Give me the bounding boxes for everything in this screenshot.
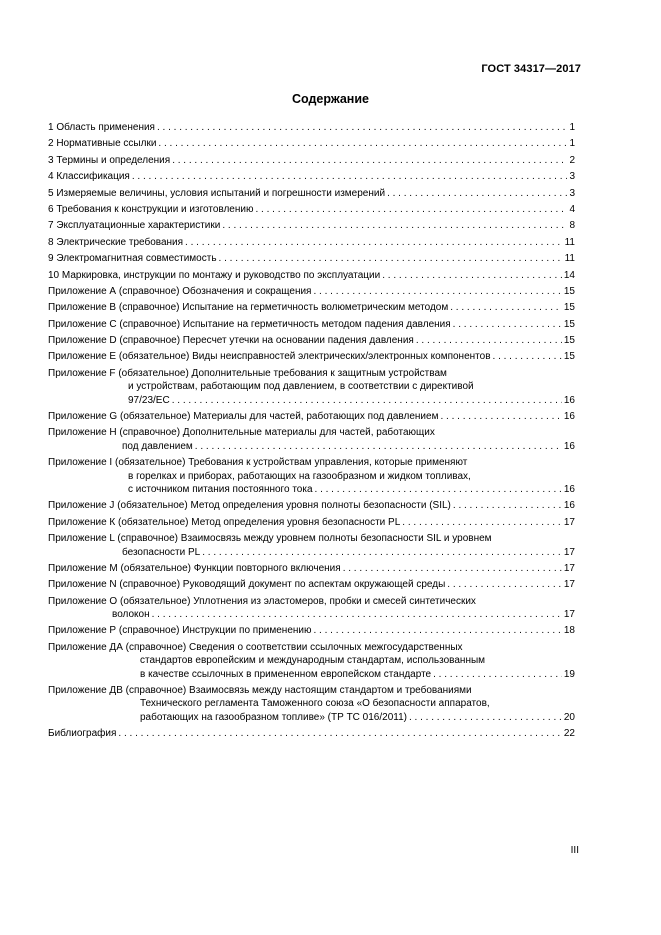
toc-entry[interactable]: [48, 269, 575, 282]
toc-entry[interactable]: [48, 532, 575, 559]
dot-leader: [453, 318, 562, 331]
toc-page-number: 19: [563, 668, 575, 680]
dot-leader: [185, 236, 563, 249]
toc-entry-line: [48, 236, 575, 249]
toc-entry[interactable]: [48, 456, 575, 496]
toc-entry[interactable]: [48, 350, 575, 363]
toc-entry-line: [48, 546, 575, 559]
toc-page-number: 1: [569, 121, 575, 133]
toc-entry-title: Технического регламента Таможенного союза «О безопасности аппаратов,: [140, 698, 490, 710]
toc-entry-line: [48, 595, 575, 608]
toc-entry-line: [48, 578, 575, 591]
toc-entry-line: [48, 410, 575, 423]
toc-entry-title: 97/23/ЕС: [128, 394, 170, 406]
toc-entry-line: [48, 187, 575, 200]
toc-entry-title: Приложение G (обязательное) Материалы для частей, работающих под давлением: [48, 411, 439, 423]
toc-entry[interactable]: [48, 203, 575, 216]
dot-leader: [382, 269, 562, 282]
dot-leader: [450, 301, 562, 314]
toc-entry-line: [48, 499, 575, 512]
toc-entry[interactable]: [48, 641, 575, 681]
toc-entry-title: стандартов европейским и международным стандартам, использованным: [140, 655, 486, 667]
toc-page-number: 14: [563, 269, 575, 281]
dot-leader: [118, 727, 561, 740]
toc-entry-line: [48, 711, 575, 724]
dot-leader: [132, 170, 568, 183]
toc-page-number: 16: [563, 440, 575, 452]
toc-entry-title: с источником питания постоянного тока: [128, 483, 313, 495]
toc-entry[interactable]: [48, 137, 575, 150]
toc-page-number: 16: [563, 411, 575, 423]
toc-page-number: 22: [563, 728, 575, 740]
toc-page-number: 3: [569, 187, 575, 199]
toc-entry-title: Приложение ДВ (справочное) Взаимосвязь между настоящим стандартом и требованиями: [48, 685, 472, 697]
toc-entry-line: [48, 625, 575, 638]
toc-page-number: 15: [563, 335, 575, 347]
toc-entry-line: [48, 608, 575, 621]
toc-entry[interactable]: [48, 578, 575, 591]
toc-entry-title: Приложение Н (справочное) Дополнительные материалы для частей, работающих: [48, 427, 435, 439]
toc-page-number: 16: [563, 483, 575, 495]
toc-entry-title: Приложение О (обязательное) Уплотнения из эластомеров, пробки и смесей синтетических: [48, 595, 476, 607]
toc-entry-title: под давлением: [122, 440, 193, 452]
toc-entry[interactable]: [48, 154, 575, 167]
toc-entry-title: Приложение С (справочное) Испытание на герметичность методом падения давления: [48, 318, 451, 330]
toc-entry-line: [48, 727, 575, 740]
toc-entry[interactable]: [48, 285, 575, 298]
dot-leader: [409, 711, 562, 724]
toc-entry-line: [48, 334, 575, 347]
toc-entry-title: Библиография: [48, 728, 117, 740]
toc-entry-title: Приложение L (справочное) Взаимосвязь между уровнем полноты безопасности SIL и уровнем: [48, 533, 492, 545]
dot-leader: [314, 624, 562, 637]
toc-page-number: 8: [569, 220, 575, 232]
toc-entry-title: работающих на газообразном топливе» (ТР ТС 016/2011): [140, 711, 407, 723]
toc-page-number: 16: [563, 394, 575, 406]
toc-entry[interactable]: [48, 727, 575, 740]
toc-entry-line: [48, 654, 575, 667]
toc-page-number: 4: [569, 203, 575, 215]
dot-leader: [313, 285, 561, 298]
dot-leader: [433, 668, 562, 681]
toc-entry-line: [48, 684, 575, 697]
toc-entry-title: Приложение В (справочное) Испытание на герметичность волюметрическим методом: [48, 302, 449, 314]
toc-entry-title: волокон: [112, 609, 150, 621]
toc-page-number: 16: [563, 500, 575, 512]
toc-entry-title: Приложение К (обязательное) Метод определения уровня безопасности PL: [48, 516, 401, 528]
toc-entry[interactable]: [48, 318, 575, 331]
dot-leader: [158, 137, 567, 150]
toc-entry-title: Приложение N (справочное) Руководящий документ по аспектам окружающей среды: [48, 579, 446, 591]
dot-leader: [255, 203, 567, 216]
toc-entry-title: 5 Измеряемые величины, условия испытаний и погрешности измерений: [48, 187, 386, 199]
dot-leader: [440, 410, 561, 423]
toc-entry[interactable]: [48, 410, 575, 423]
toc-entry-line: [48, 252, 575, 265]
dot-leader: [195, 440, 562, 453]
toc-entry-line: [48, 426, 575, 439]
toc-entry-title: Приложение J (обязательное) Метод определения уровня полноты безопасности (SIL): [48, 500, 451, 512]
toc-entry-line: [48, 350, 575, 363]
toc-page-number: 18: [563, 625, 575, 637]
toc-entry-line: [48, 483, 575, 496]
toc-page-number: 1: [569, 138, 575, 150]
toc-page-number: 17: [563, 546, 575, 558]
dot-leader: [172, 394, 562, 407]
dot-leader: [343, 562, 562, 575]
toc-entry-line: [48, 137, 575, 150]
toc-entry[interactable]: [48, 170, 575, 183]
toc-entry-line: [48, 532, 575, 545]
dot-leader: [222, 219, 567, 232]
toc-page-number: 17: [563, 562, 575, 574]
toc-entry-line: [48, 318, 575, 331]
dot-leader: [493, 350, 562, 363]
toc-entry[interactable]: [48, 187, 575, 200]
toc-entry-line: [48, 203, 575, 216]
toc-entry[interactable]: [48, 219, 575, 232]
toc-entry-line: [48, 456, 575, 469]
dot-leader: [416, 334, 562, 347]
dot-leader: [447, 578, 562, 591]
toc-entry-line: [48, 562, 575, 575]
toc-page-number: 17: [563, 579, 575, 591]
toc-entry[interactable]: [48, 684, 575, 724]
toc-entry[interactable]: [48, 236, 575, 249]
toc-entry-title: 2 Нормативные ссылки: [48, 138, 157, 150]
toc-entry[interactable]: [48, 252, 575, 265]
toc-entry-title: 10 Маркировка, инструкции по монтажу и руководство по эксплуатации: [48, 269, 381, 281]
toc-page-number: 3: [569, 171, 575, 183]
toc-entry-title: в горелках и приборах, работающих на газообразном и жидком топливах,: [128, 470, 471, 482]
toc-entry-title: Приложение ДА (справочное) Сведения о соответствии ссылочных межгосударственных: [48, 641, 463, 653]
toc-entry-title: 4 Классификация: [48, 171, 130, 183]
toc-page-number: 15: [563, 318, 575, 330]
toc-entry-line: [48, 668, 575, 681]
toc-page-number: 11: [564, 253, 575, 265]
toc-entry-title: Приложение I (обязательное) Требования к устройствам управления, которые применяют: [48, 457, 468, 469]
toc-page-number: 15: [563, 302, 575, 314]
toc-entry-title: Приложение F (обязательное) Дополнительные требования к защитным устройствам: [48, 367, 447, 379]
toc-entry-title: и устройствам, работающим под давлением, в соответствии с директивой: [128, 381, 474, 393]
toc-entry-line: [48, 219, 575, 232]
toc-entry-line: [48, 380, 575, 393]
toc-page-number: 15: [563, 351, 575, 363]
page-number: III: [570, 845, 579, 856]
dot-leader: [202, 546, 562, 559]
toc-entry-title: 9 Электромагнитная совместимость: [48, 253, 217, 265]
page-title: Содержание: [291, 92, 369, 106]
toc-entry-title: Приложение М (обязательное) Функции повторного включения: [48, 562, 341, 574]
toc-entry-title: Приложение Р (справочное) Инструкции по применению: [48, 625, 312, 637]
toc-entry[interactable]: [48, 367, 575, 407]
toc-entry-title: Приложение А (справочное) Обозначения и сокращения: [48, 285, 312, 297]
toc-entry-title: Приложение D (справочное) Пересчет утечки на основании падения давления: [48, 335, 414, 347]
toc-entry-line: [48, 641, 575, 654]
toc-page-number: 11: [564, 236, 575, 248]
toc-entry-line: [48, 697, 575, 710]
toc-entry-line: [48, 367, 575, 380]
dot-leader: [315, 483, 562, 496]
standard-number: ГОСТ 34317—2017: [481, 63, 581, 75]
toc-entry-title: Приложение Е (обязательное) Виды неисправностей электрических/электронных компонентов: [48, 351, 491, 363]
toc-entry-title: безопасности PL: [122, 546, 201, 558]
toc-entry-title: 8 Электрические требования: [48, 236, 184, 248]
toc-entry-title: 1 Область применения: [48, 121, 155, 133]
dot-leader: [453, 499, 562, 512]
toc-entry-line: [48, 470, 575, 483]
toc-entry[interactable]: [48, 426, 575, 453]
dot-leader: [387, 187, 567, 200]
toc-page-number: 17: [563, 516, 575, 528]
toc-entry-title: в качестве ссылочных в примененном европейском стандарте: [140, 668, 432, 680]
toc-entry-line: [48, 269, 575, 282]
toc-entry-line: [48, 394, 575, 407]
toc-entry[interactable]: [48, 301, 575, 314]
dot-leader: [219, 252, 563, 265]
dot-leader: [402, 516, 562, 529]
toc-entry-line: [48, 154, 575, 167]
toc-page-number: 2: [569, 154, 575, 166]
toc-entry-line: [48, 516, 575, 529]
dot-leader: [157, 121, 567, 134]
toc-page-number: 20: [563, 711, 575, 723]
dot-leader: [152, 608, 562, 621]
toc-entry[interactable]: [48, 516, 575, 529]
toc-entry[interactable]: [48, 499, 575, 512]
toc-entry[interactable]: [48, 121, 575, 134]
toc-entry-title: 7 Эксплуатационные характеристики: [48, 220, 221, 232]
toc-entry[interactable]: [48, 625, 575, 638]
toc-entry[interactable]: [48, 562, 575, 575]
dot-leader: [172, 154, 567, 167]
toc-page-number: 17: [563, 609, 575, 621]
toc-entry[interactable]: [48, 595, 575, 622]
toc-entry-line: [48, 121, 575, 134]
toc-entry-line: [48, 440, 575, 453]
toc-entry-title: 3 Термины и определения: [48, 154, 171, 166]
toc-entry-line: [48, 301, 575, 314]
toc-page-number: 15: [563, 285, 575, 297]
toc-entry[interactable]: [48, 334, 575, 347]
table-of-contents: [48, 121, 575, 744]
toc-entry-line: [48, 285, 575, 298]
toc-entry-line: [48, 170, 575, 183]
toc-entry-title: 6 Требования к конструкции и изготовлению: [48, 203, 254, 215]
